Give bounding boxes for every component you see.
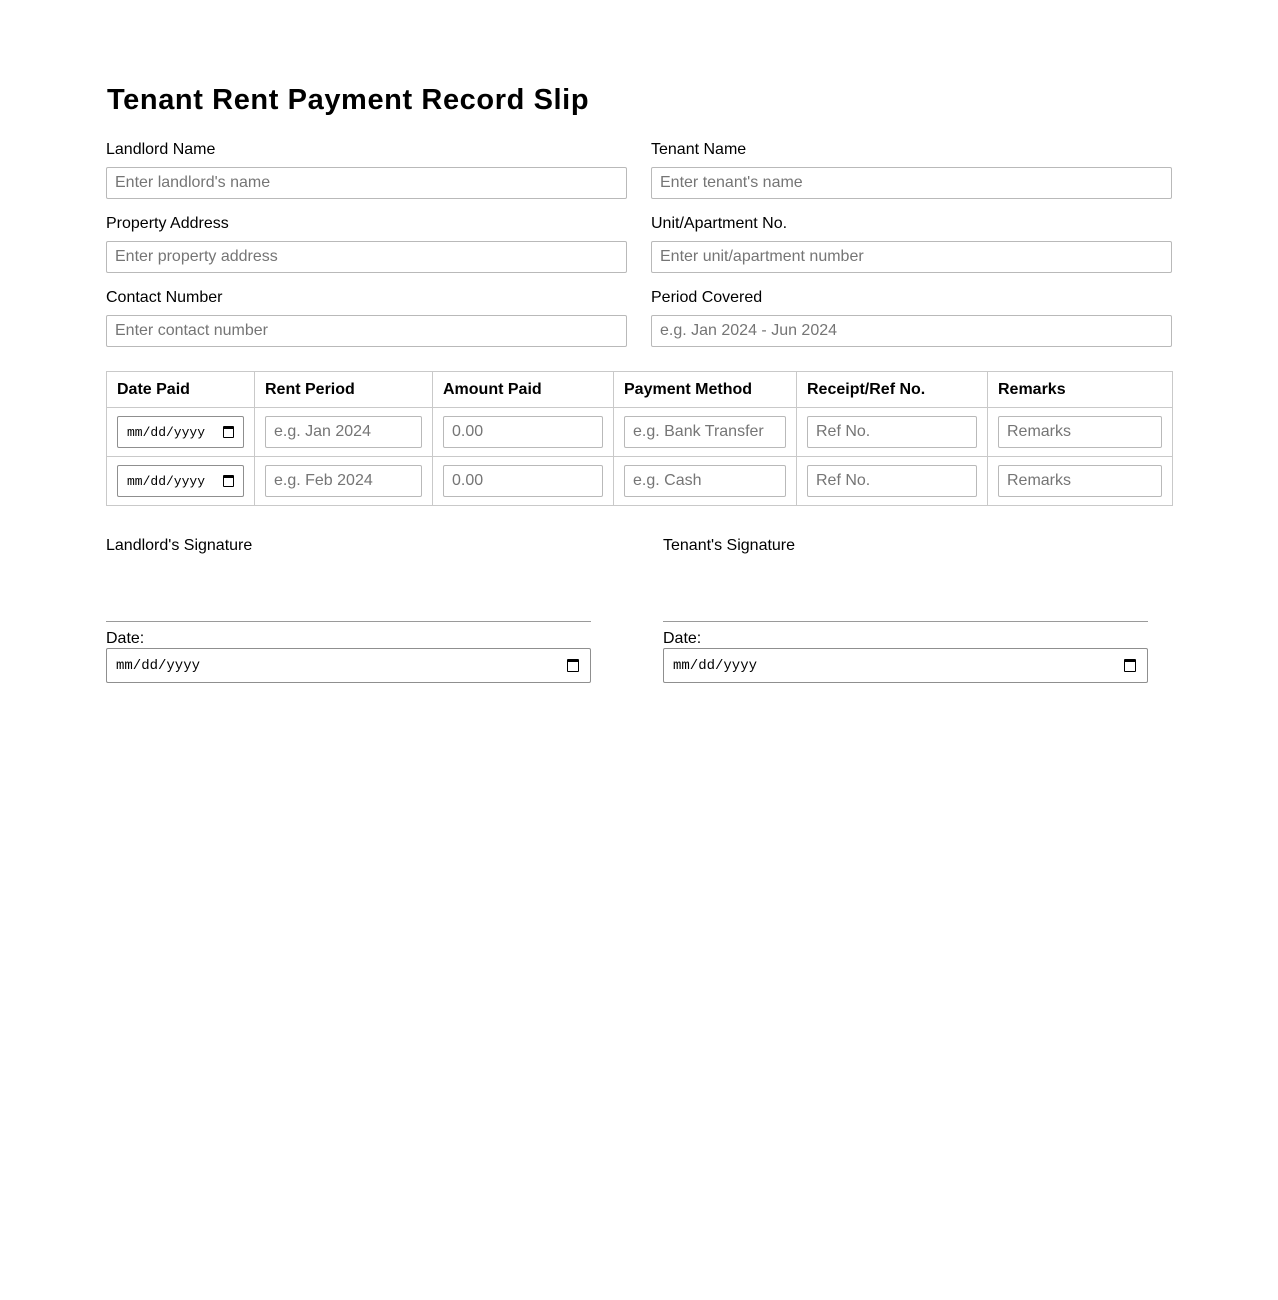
landlord-signature-label: Landlord's Signature — [106, 537, 253, 554]
tenant-signature-label: Tenant's Signature — [663, 537, 796, 554]
landlord-date-input[interactable] — [106, 648, 591, 683]
landlord-date-label: Date: — [106, 630, 145, 647]
page-title: Tenant Rent Payment Record Slip — [107, 84, 590, 116]
calendar-icon[interactable] — [567, 659, 579, 672]
payment-method-input[interactable] — [624, 416, 786, 448]
property-address-label: Property Address — [106, 215, 229, 232]
rent-period-input[interactable] — [265, 416, 422, 448]
remarks-cell — [988, 457, 1173, 506]
amount-paid-cell — [433, 408, 614, 457]
payment-method-cell — [614, 457, 797, 506]
landlord-name-input[interactable] — [106, 167, 627, 199]
header-remarks: Remarks — [988, 372, 1173, 408]
contact-number-input[interactable] — [106, 315, 627, 347]
tenant-date-label: Date: — [663, 630, 702, 647]
header-date-paid: Date Paid — [107, 372, 255, 408]
property-address-input[interactable] — [106, 241, 627, 273]
landlord-name-label: Landlord Name — [106, 141, 216, 158]
calendar-icon[interactable] — [223, 475, 234, 487]
date-paid-input[interactable] — [117, 416, 244, 448]
date-placeholder: mm/dd/yyyy — [127, 424, 206, 440]
calendar-icon[interactable] — [223, 426, 234, 438]
payment-method-cell — [614, 408, 797, 457]
unit-number-input[interactable] — [651, 241, 1172, 273]
table-row — [107, 408, 1173, 457]
tenant-date-input[interactable] — [663, 648, 1148, 683]
header-receipt-ref: Receipt/Ref No. — [797, 372, 988, 408]
receipt-ref-cell — [797, 457, 988, 506]
landlord-signature-line[interactable] — [106, 621, 591, 622]
amount-paid-input[interactable] — [443, 465, 603, 497]
rent-period-input[interactable] — [265, 465, 422, 497]
amount-paid-input[interactable] — [443, 416, 603, 448]
rent-period-cell — [255, 457, 433, 506]
receipt-ref-input[interactable] — [807, 416, 977, 448]
tenant-signature-line[interactable] — [663, 621, 1148, 622]
unit-number-label: Unit/Apartment No. — [651, 215, 788, 232]
header-amount-paid: Amount Paid — [433, 372, 614, 408]
tenant-name-label: Tenant Name — [651, 141, 747, 158]
header-payment-method: Payment Method — [614, 372, 797, 408]
rent-period-cell — [255, 408, 433, 457]
period-covered-input[interactable] — [651, 315, 1172, 347]
date-paid-input[interactable] — [117, 465, 244, 497]
remarks-input[interactable] — [998, 416, 1162, 448]
table-row — [107, 457, 1173, 506]
period-covered-label: Period Covered — [651, 289, 763, 306]
calendar-icon[interactable] — [1124, 659, 1136, 672]
date-placeholder: mm/dd/yyyy — [116, 657, 201, 674]
payments-table — [106, 371, 1173, 506]
receipt-ref-input[interactable] — [807, 465, 977, 497]
amount-paid-cell — [433, 457, 614, 506]
contact-number-label: Contact Number — [106, 289, 223, 306]
header-rent-period: Rent Period — [255, 372, 433, 408]
tenant-name-input[interactable] — [651, 167, 1172, 199]
date-placeholder: mm/dd/yyyy — [127, 473, 206, 489]
table-header-row — [107, 372, 1173, 408]
payment-method-input[interactable] — [624, 465, 786, 497]
receipt-ref-cell — [797, 408, 988, 457]
remarks-cell — [988, 408, 1173, 457]
date-paid-cell — [107, 408, 255, 457]
date-paid-cell — [107, 457, 255, 506]
remarks-input[interactable] — [998, 465, 1162, 497]
date-placeholder: mm/dd/yyyy — [673, 657, 758, 674]
